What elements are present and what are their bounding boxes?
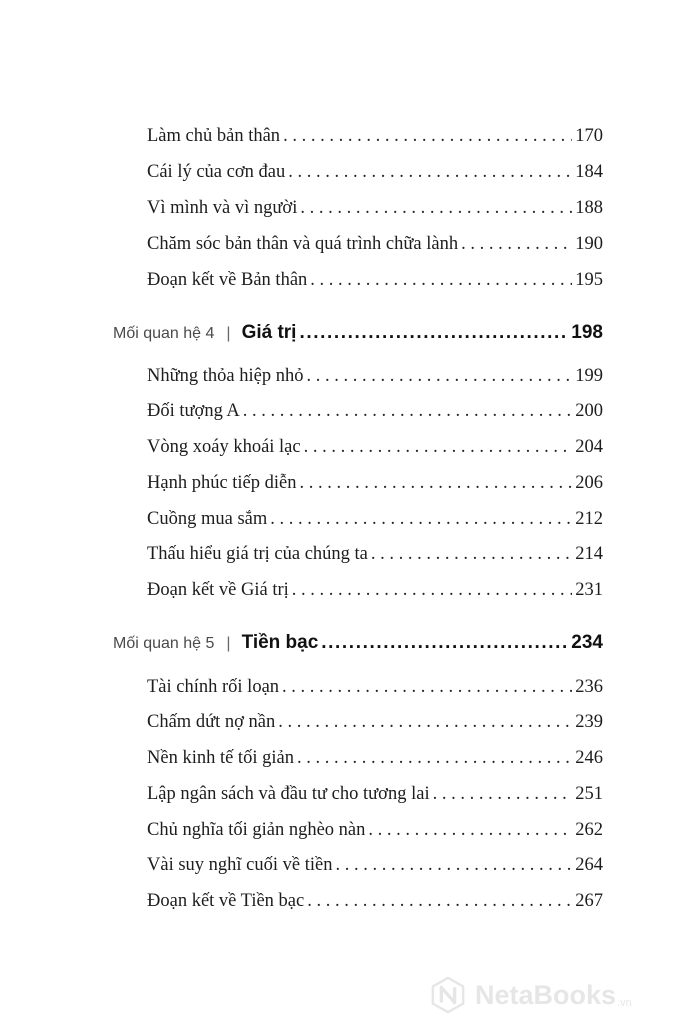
dot-leader (321, 626, 569, 660)
section-header-4[interactable] (113, 316, 603, 350)
dot-leader (433, 779, 573, 809)
toc-entry[interactable] (147, 672, 603, 702)
section-label: Mối quan hệ 5 (113, 635, 215, 652)
toc-entry-title: Chấm dứt nợ nần (147, 712, 276, 732)
toc-entry-page: 262 (575, 820, 603, 840)
section-header-5[interactable] (113, 626, 603, 660)
toc-entry-page: 195 (575, 270, 603, 290)
toc-entry-title: Cuồng mua sắm (147, 509, 268, 529)
toc-entry-title: Hạnh phúc tiếp diễn (147, 473, 297, 493)
toc-entry[interactable] (147, 396, 603, 426)
dot-leader (368, 815, 572, 845)
dot-leader (307, 886, 572, 916)
section-title: Giá trị (241, 322, 297, 343)
watermark-brand: NetaBooks (475, 979, 617, 1010)
dot-leader (297, 743, 572, 773)
toc-entry[interactable] (147, 361, 603, 391)
toc-entry-page: 246 (575, 748, 603, 768)
dot-leader (300, 468, 573, 498)
toc-entry-page: 214 (575, 544, 603, 564)
toc-entry[interactable] (147, 432, 603, 462)
toc-entry[interactable] (147, 539, 603, 569)
toc-entry[interactable] (147, 743, 603, 773)
toc-entry-title: Làm chủ bản thân (147, 126, 281, 146)
toc-entry[interactable] (147, 707, 603, 737)
toc-entry-page: 212 (575, 509, 603, 529)
toc-entry-title: Thấu hiểu giá trị của chúng ta (147, 544, 368, 564)
toc-entry[interactable] (147, 157, 603, 187)
watermark-suffix: .vn (617, 997, 632, 1009)
toc-entry-title: Những thỏa hiệp nhỏ (147, 366, 304, 386)
netabooks-watermark (429, 975, 632, 1015)
toc-entry-title: Đoạn kết về Giá trị (147, 580, 289, 600)
toc-entry-title: Đoạn kết về Bản thân (147, 270, 308, 290)
toc-entry[interactable] (147, 886, 603, 916)
toc-entry-page: 236 (575, 677, 603, 697)
toc-entry[interactable] (147, 229, 603, 259)
dot-leader (371, 539, 572, 569)
dot-leader (461, 229, 572, 259)
toc-entry-page: 184 (575, 162, 603, 182)
toc-entry-title: Vòng xoáy khoái lạc (147, 437, 301, 457)
section-page: 198 (571, 322, 603, 343)
toc-entry[interactable] (147, 193, 603, 223)
toc-entry-page: 204 (575, 437, 603, 457)
toc-entry[interactable] (147, 468, 603, 498)
toc-entry-page: 190 (575, 234, 603, 254)
dot-leader (278, 707, 572, 737)
toc-entry-title: Tài chính rối loạn (147, 677, 280, 697)
toc-entry-page: 251 (575, 784, 603, 804)
toc-entry-title: Đối tượng A (147, 401, 240, 421)
toc-entry-title: Vì mình và vì người (147, 198, 298, 218)
dot-leader (243, 396, 572, 426)
toc-entry[interactable] (147, 504, 603, 534)
toc-entry-title: Đoạn kết về Tiền bạc (147, 891, 305, 911)
dot-leader (306, 361, 572, 391)
dot-leader (292, 575, 572, 605)
toc-entry[interactable] (147, 779, 603, 809)
dot-leader (299, 316, 569, 350)
toc-entry[interactable] (147, 815, 603, 845)
dot-leader (335, 850, 572, 880)
toc-entry-title: Chăm sóc bản thân và quá trình chữa lành (147, 234, 459, 254)
dot-leader (270, 504, 572, 534)
section-page: 234 (571, 632, 603, 653)
dot-leader (304, 432, 573, 462)
toc-entry-title: Lập ngân sách và đầu tư cho tương lai (147, 784, 430, 804)
toc-entry-title: Cái lý của cơn đau (147, 162, 286, 182)
toc-entry[interactable] (147, 265, 603, 295)
toc-entry[interactable] (147, 121, 603, 151)
netabooks-logo-icon (429, 976, 467, 1014)
section-separator: | (226, 635, 231, 652)
dot-leader (310, 265, 572, 295)
toc-entry-title: Chủ nghĩa tối giản nghèo nàn (147, 820, 366, 840)
dot-leader (283, 121, 572, 151)
toc-entry-page: 170 (575, 126, 603, 146)
toc-entry-page: 267 (575, 891, 603, 911)
section-title: Tiền bạc (241, 632, 319, 653)
toc-entry-title: Vài suy nghĩ cuối về tiền (147, 855, 333, 875)
dot-leader (282, 672, 572, 702)
toc-entry-page: 200 (575, 401, 603, 421)
toc-entry-page: 264 (575, 855, 603, 875)
toc-entry-page: 199 (575, 366, 603, 386)
toc-entry-page: 188 (575, 198, 603, 218)
section-separator: | (226, 325, 231, 342)
toc-entry-page: 206 (575, 473, 603, 493)
toc-entry-page: 239 (575, 712, 603, 732)
toc-entry-title: Nền kinh tế tối giản (147, 748, 294, 768)
dot-leader (288, 157, 572, 187)
dot-leader (300, 193, 572, 223)
toc-entry-page: 231 (575, 580, 603, 600)
toc-entry[interactable] (147, 850, 603, 880)
section-label: Mối quan hệ 4 (113, 325, 215, 342)
toc-entry[interactable] (147, 575, 603, 605)
